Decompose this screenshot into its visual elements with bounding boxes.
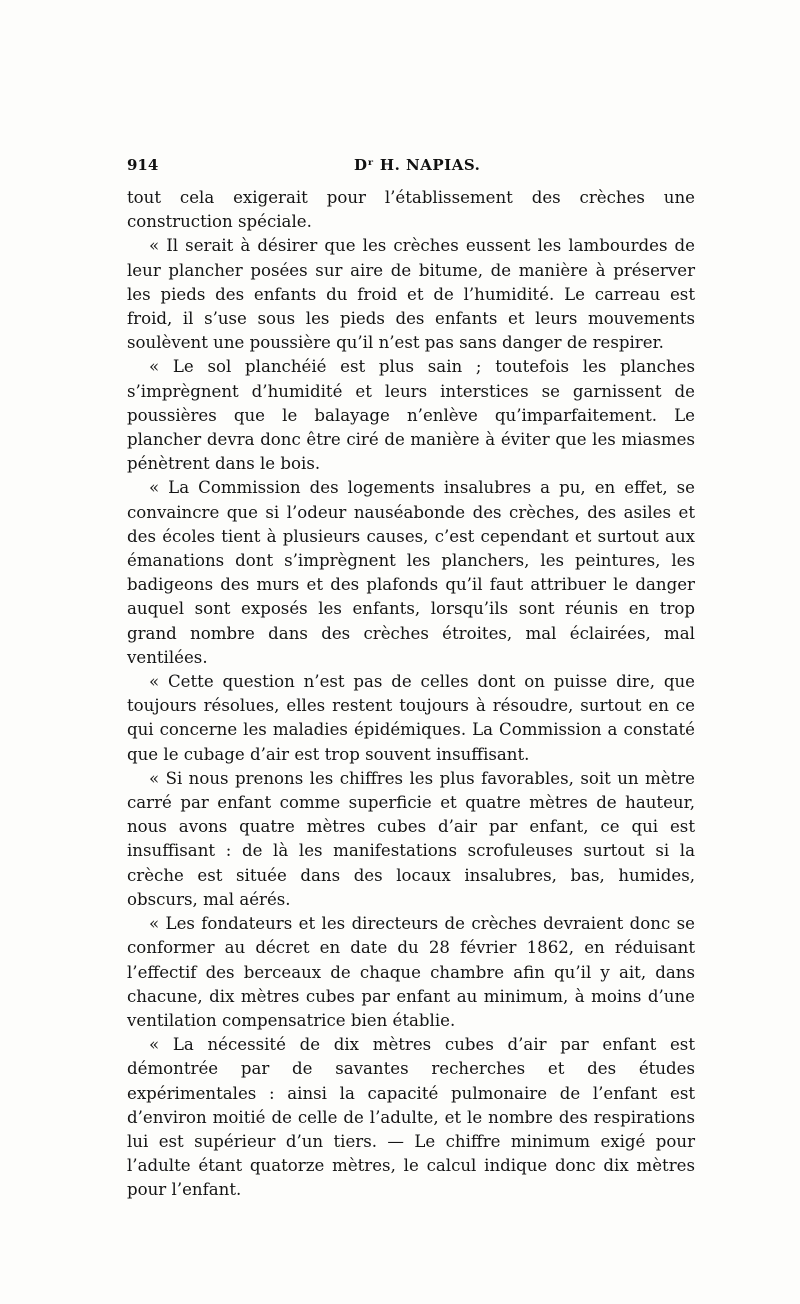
paragraph: « La Commission des logements insalubres a pu, en effet, se convaincre que si l’odeur nauséabonde des crèches, des asiles et des écoles tient à plusieurs causes, c’est cependant et surtout aux émanations dont s’imprègnent les planchers, les peintures, les badigeons des murs et des plafonds qu’il faut attribuer le danger auquel sont exposés les enfants, lorsqu’ils sont réunis en trop grand nombre dans des crèches étroites, mal éclairées, mal ventilées. xyxy=(127,478,695,667)
paragraph: « Les fondateurs et les directeurs de crèches devraient donc se conformer au décret en date du 28 février 1862, en réduisant l’effectif des berceaux de chaque chambre afin qu’il y ait, dans chacune, dix mètres cubes par enfant au minimum, à moins d’une ventilation compensatrice bien établie. xyxy=(127,914,695,1030)
paragraph: « La nécessité de dix mètres cubes d’air par enfant est démontrée par de savantes recherches et des études expérimentales : ainsi la capacité pulmonaire de l’enfant est d’environ moitié de celle de l’adulte, et le nombre des respirations lui est supérieur d’un tiers. — Le chiffre minimum exigé pour l’adulte étant quatorze mètres, le calcul indique donc dix mètres pour l’enfant. xyxy=(127,1035,695,1200)
body-text xyxy=(127,186,695,1203)
page-number: 914 xyxy=(127,156,159,174)
paragraph: tout cela exigerait pour l’établissement des crèches une construction spéciale. xyxy=(127,188,695,232)
running-head: Dʳ H. NAPIAS. xyxy=(354,156,481,174)
paragraph: « Cette question n’est pas de celles dont on puisse dire, que toujours résolues, elles restent toujours à résoudre, surtout en ce qui concerne les maladies épidémiques. La Commission a constaté que le cubage d’air est trop souvent insuffisant. xyxy=(127,672,695,764)
paragraph: « Il serait à désirer que les crèches eussent les lambourdes de leur plancher posées sur aire de bitume, de manière à préserver les pieds des enfants du froid et de l’humidité. Le carreau est froid, il s’use sous les pieds des enfants et leurs mouvements soulèvent une poussière qu’il n’est pas sans danger de respirer. xyxy=(127,236,695,353)
paragraph: « Le sol planchéié est plus sain ; toutefois les planches s’imprègnent d’humidité et leurs interstices se garnissent de poussières que le balayage n’enlève qu’imparfaitement. Le plancher devra donc être ciré de manière à éviter que les miasmes pénètrent dans le bois. xyxy=(127,357,695,474)
paragraph: « Si nous prenons les chiffres les plus favorables, soit un mètre carré par enfant comme superficie et quatre mètres de hauteur, nous avons quatre mètres cubes d’air par enfant, ce qui est insuffisant : de là les manifestations scrofuleuses surtout si la crèche est située dans des locaux insalubres, bas, humides, obscurs, mal aérés. xyxy=(127,768,695,909)
page-header xyxy=(127,156,697,178)
